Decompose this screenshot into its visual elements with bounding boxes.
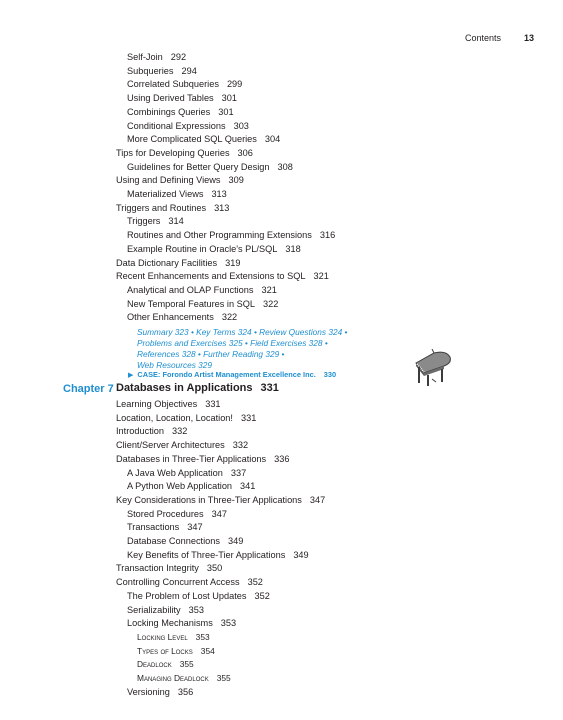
toc-entry-text: Learning Objectives (116, 399, 198, 409)
toc-entry-page: 353 (195, 631, 210, 642)
toc-entry-text: Self-Join (127, 52, 163, 62)
toc-entry-page: 331 (205, 399, 221, 409)
toc-entry-text: The Problem of Lost Updates (127, 590, 247, 601)
toc-entry-text: Key Benefits of Three-Tier Applications (127, 549, 286, 560)
toc-entry (127, 686, 193, 698)
toc-entry-text: Data Dictionary Facilities (116, 257, 218, 268)
toc-entry (127, 284, 277, 296)
toc-entry (127, 120, 249, 132)
toc-entry-page: 321 (313, 271, 329, 282)
toc-entry (116, 412, 256, 424)
toc-entry-text: Managing Deadlock (137, 673, 209, 683)
toc-entry-text: A Java Web Application (127, 467, 223, 478)
chapter-label: Chapter 7 (63, 383, 114, 395)
toc-entry (116, 576, 263, 588)
toc-entry-page: 331 (240, 412, 257, 423)
toc-entry-page: 301 (218, 106, 234, 117)
toc-entry-page: 318 (285, 243, 301, 254)
toc-entry (137, 631, 210, 643)
case-text: CASE: Forondo Artist Management Excellence Inc. (137, 370, 316, 379)
toc-entry (127, 508, 227, 520)
toc-entry-text: Transactions (127, 522, 180, 533)
triangle-bullet-icon: ▶ (128, 372, 134, 379)
toc-entry-page: 319 (225, 257, 241, 268)
toc-entry-text: Locking Level (137, 631, 188, 642)
toc-entry (127, 617, 236, 629)
toc-entry (127, 549, 309, 561)
toc-entry-page: 350 (206, 563, 223, 574)
toc-entry (116, 270, 329, 282)
toc-entry-text: Locking Mechanisms (127, 618, 213, 629)
toc-entry-page: 353 (220, 618, 237, 629)
summary-line: Summary 323 • Key Terms 324 • Review Questions 324 • (137, 327, 348, 337)
toc-entry-text: Location, Location, Location! (116, 412, 233, 423)
toc-entry-text: Triggers and Routines (116, 202, 207, 213)
toc-entry-text: Serializability (127, 604, 181, 615)
toc-entry-text: Other Enhancements (127, 312, 214, 323)
toc-entry-text: Triggers (127, 216, 161, 227)
toc-entry-text: New Temporal Features in SQL (127, 298, 255, 309)
toc-entry-page: 355 (179, 659, 194, 670)
toc-entry-text: Combinings Queries (127, 106, 211, 117)
toc-entry-page: 332 (232, 440, 249, 451)
toc-entry-page: 356 (177, 686, 194, 697)
chapter-title: Databases in Applications (116, 382, 253, 394)
toc-entry (127, 535, 243, 547)
toc-entry-page: 352 (254, 590, 270, 601)
toc-entry-text: Using and Defining Views (116, 175, 221, 186)
chapter-page: 331 (260, 382, 279, 394)
toc-entry-page: 313 (211, 189, 227, 199)
toc-entry-page: 337 (230, 467, 247, 478)
toc-entry-page: 313 (214, 202, 230, 213)
toc-entry-text: Recent Enhancements and Extensions to SQL (116, 271, 306, 282)
toc-entry-page: 292 (170, 52, 187, 62)
toc-entry (116, 147, 253, 159)
toc-entry (127, 243, 301, 255)
toc-entry (127, 604, 204, 616)
toc-entry-page: 352 (247, 577, 263, 588)
toc-entry-page: 301 (221, 93, 237, 104)
toc-entry-text: Controlling Concurrent Access (116, 577, 240, 588)
toc-entry-page: 349 (293, 549, 309, 560)
toc-entry (127, 65, 197, 77)
toc-entry-page: 314 (168, 216, 184, 227)
toc-entry-text: Tips for Developing Queries (116, 147, 230, 158)
toc-entry-text: Correlated Subqueries (127, 79, 219, 90)
toc-entry (127, 92, 237, 104)
grand-piano-icon (412, 349, 454, 387)
toc-entry-page: 322 (221, 312, 238, 323)
page-number: 13 (523, 33, 534, 43)
toc-entry-text: Database Connections (127, 536, 220, 546)
toc-entry (116, 398, 221, 410)
toc-entry (137, 645, 215, 657)
toc-entry-page: 332 (172, 426, 188, 437)
toc-entry-text: Routines and Other Programming Extensions (127, 230, 312, 241)
toc-entry-page: 308 (277, 161, 293, 172)
toc-entry-text: A Python Web Application (127, 481, 233, 492)
toc-entry-page: 341 (240, 481, 256, 492)
toc-entry (116, 174, 244, 186)
toc-entry (127, 188, 227, 200)
toc-entry (116, 257, 240, 269)
toc-entry-text: Transaction Integrity (116, 563, 199, 574)
toc-entry-page: 303 (233, 120, 249, 131)
toc-entry-page: 347 (211, 508, 227, 519)
toc-entry-text: Deadlock (137, 659, 172, 670)
toc-entry-text: Materialized Views (127, 189, 204, 199)
toc-entry-page: 322 (263, 298, 279, 309)
toc-entry-page: 294 (181, 65, 197, 76)
toc-entry-page: 355 (216, 673, 231, 683)
toc-entry (116, 453, 289, 465)
toc-entry-page: 354 (200, 645, 215, 656)
toc-entry-text: More Complicated SQL Queries (127, 134, 257, 145)
toc-entry-text: Client/Server Architectures (116, 440, 225, 451)
toc-entry (137, 658, 194, 670)
summary-line: References 328 • Further Reading 329 • (137, 349, 285, 359)
toc-entry-page: 321 (261, 284, 277, 295)
running-head-title: Contents (464, 33, 501, 43)
toc-entry (116, 494, 325, 506)
toc-entry-text: Example Routine in Oracle's PL/SQL (127, 243, 278, 254)
toc-entry (127, 467, 246, 479)
toc-entry (127, 51, 186, 63)
toc-entry-text: Analytical and OLAP Functions (127, 284, 254, 295)
toc-entry (127, 78, 242, 90)
toc-entry-text: Types of Locks (137, 645, 193, 656)
chapter-heading (116, 382, 279, 394)
toc-entry-text: Introduction (116, 426, 165, 437)
toc-entry (127, 215, 184, 227)
toc-entry (127, 161, 293, 173)
toc-entry-page: 349 (227, 536, 244, 546)
toc-entry-page: 299 (226, 79, 243, 90)
toc-entry-text: Guidelines for Better Query Design (127, 161, 270, 172)
toc-entry-page: 309 (228, 175, 244, 186)
toc-entry-text: Conditional Expressions (127, 120, 226, 131)
toc-entry-text: Key Considerations in Three-Tier Applications (116, 494, 302, 505)
toc-entry-page: 316 (319, 230, 336, 241)
toc-entry (127, 311, 237, 323)
toc-entry-text: Using Derived Tables (127, 93, 214, 104)
toc-entry (116, 202, 229, 214)
toc-entry (127, 106, 234, 118)
toc-entry-page: 347 (309, 494, 326, 505)
toc-entry-page: 353 (188, 604, 204, 615)
toc-entry (116, 425, 187, 437)
summary-line: Web Resources 329 (137, 360, 213, 370)
case-page: 330 (323, 370, 337, 379)
toc-entry-page: 306 (237, 147, 253, 158)
toc-entry (127, 298, 278, 310)
toc-entry-text: Subqueries (127, 65, 174, 76)
toc-entry-page: 347 (187, 522, 203, 533)
toc-entry (116, 562, 222, 574)
toc-entry (127, 229, 335, 241)
toc-entry (127, 590, 270, 602)
case-entry (128, 369, 336, 382)
toc-entry (137, 672, 231, 684)
toc-entry-text: Databases in Three-Tier Applications (116, 453, 267, 464)
toc-entry-page: 304 (264, 134, 281, 145)
toc-entry (127, 133, 280, 145)
toc-entry (127, 521, 203, 533)
toc-entry (127, 480, 255, 492)
toc-entry-text: Versioning (127, 686, 170, 697)
toc-entry-text: Stored Procedures (127, 508, 204, 519)
summary-line: Problems and Exercises 325 • Field Exercises 328 • (137, 338, 328, 348)
toc-entry-page: 336 (274, 453, 290, 464)
toc-entry (116, 439, 248, 451)
